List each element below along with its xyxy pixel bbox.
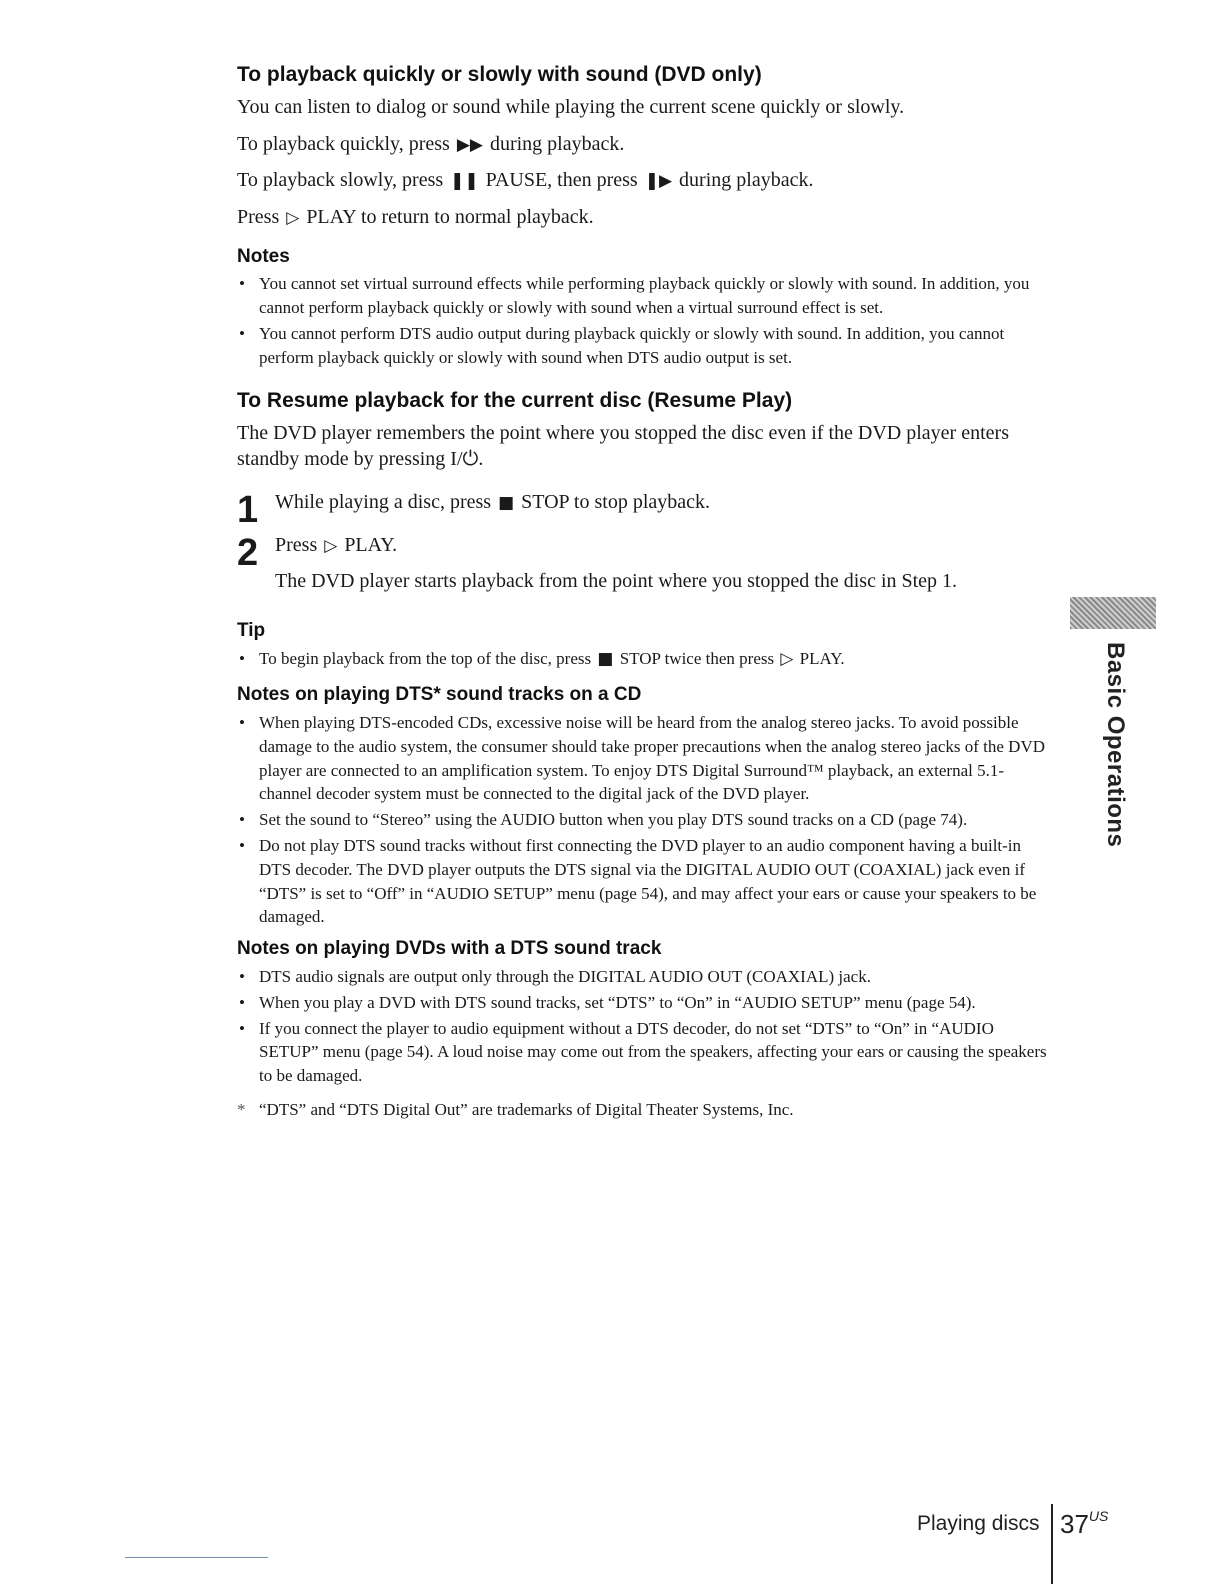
section-resume-play xyxy=(237,388,1052,1122)
step-text: Press ▷ PLAY. xyxy=(275,533,398,556)
list-item: • To begin playback from the top of the disc, press ■ STOP twice then press ▷ PLAY. xyxy=(237,647,1052,672)
notes-dvd-heading: Notes on playing DVDs with a DTS sound track xyxy=(237,938,662,960)
paragraph-quick: To playback quickly, press ▶▶ during playback. xyxy=(237,132,625,155)
list-item: • When playing DTS-encoded CDs, excessive noise will be heard from the analog stereo jacks. To avoid possible damage to the audio system, the consumer should take proper precautions when the analog stereo jacks of the DVD player are connected to an amplification system. To enjoy DTS Digital Surround™ playback, an external 5.1-channel decoder system must be connected to the digital jack of the DVD player. xyxy=(237,711,1052,806)
play-icon: ▷ xyxy=(324,535,338,556)
page-number: $37^{US}$ xyxy=(1060,1508,1109,1539)
section-title-resume: To Resume playback for the current disc (Resume Play) xyxy=(237,388,793,412)
bottom-rule xyxy=(125,1557,268,1558)
list-item: • You cannot set virtual surround effects while performing playback quickly or slowly with sound. In addition, you cannot perform playback quickly or slowly with sound when a virtual surround effect is set. xyxy=(237,272,1052,320)
list-item: • Set the sound to “Stereo” using the AUDIO button when you play DTS sound tracks on a CD (page 74). xyxy=(237,808,1052,832)
section-tab-label: Basic Operations xyxy=(1102,642,1129,848)
paragraph-resume: The DVD player remembers the point where you stopped the disc even if the DVD player enters standby mode by pressing I/⏻. xyxy=(237,421,1009,471)
paragraph-slow: To playback slowly, press ❚❚ PAUSE, then press ❚▶ during playback. xyxy=(237,169,814,192)
page-suffix: US xyxy=(1088,1508,1109,1524)
step-number: 1 xyxy=(237,489,259,531)
footer-divider xyxy=(1051,1504,1053,1584)
list-item: • If you connect the player to audio equipment without a DTS decoder, do not set “DTS” to “On” in “AUDIO SETUP” menu (page 54). A loud noise may come out from the speakers, affecting your ears or causing the speakers to be damaged. xyxy=(237,1017,1052,1088)
section-quick-slow-playback xyxy=(237,62,1052,370)
stop-icon: ■ xyxy=(498,493,515,513)
section-tab-marker xyxy=(1070,597,1156,629)
section-title-quick-slow: To playback quickly or slowly with sound (DVD only) xyxy=(237,63,762,86)
tip-heading: Tip xyxy=(237,619,266,641)
step-1 xyxy=(237,489,1052,531)
list-item: • Do not play DTS sound tracks without first connecting the DVD player to an audio component having a built-in DTS decoder. The DVD player outputs the DTS signal via the DIGITAL AUDIO OUT (COAXIAL) jack even if “DTS” is set to “Off” in “AUDIO SETUP” menu (page 54), and may affect your ears or cause your speakers to be damaged. xyxy=(237,834,1052,929)
page-content xyxy=(237,62,1052,1139)
step-detail: The DVD player starts playback from the point where you stopped the disc in Step 1. xyxy=(275,570,958,593)
list-item: • You cannot perform DTS audio output during playback quickly or slowly with sound. In addition, you cannot perform playback quickly or slowly with sound when DTS audio output is set. xyxy=(237,322,1052,370)
tip-list xyxy=(237,647,1052,672)
footnote-marker: * xyxy=(237,1099,246,1119)
notes-dvd-list xyxy=(237,965,1052,1088)
list-item: • DTS audio signals are output only through the DIGITAL AUDIO OUT (COAXIAL) jack. xyxy=(237,965,1052,989)
play-icon: ▷ xyxy=(780,648,794,669)
footer-section-name: Playing discs xyxy=(917,1512,1040,1535)
notes-cd-heading: Notes on playing DTS* sound tracks on a CD xyxy=(237,684,642,706)
step-text: While playing a disc, press ■ STOP to stop playback. xyxy=(275,491,711,513)
slow-play-icon: ❚▶ xyxy=(644,171,673,192)
notes-list xyxy=(237,272,1052,369)
pause-icon: ❚❚ xyxy=(450,171,479,192)
notes-cd-list xyxy=(237,711,1052,929)
fast-forward-icon: ▶▶ xyxy=(456,134,483,155)
stop-icon: ■ xyxy=(597,648,614,669)
list-item: • When you play a DVD with DTS sound tracks, set “DTS” to “On” in “AUDIO SETUP” menu (page 54). xyxy=(237,991,1052,1015)
trademark-footnote: * “DTS” and “DTS Digital Out” are trademarks of Digital Theater Systems, Inc. xyxy=(237,1098,1052,1122)
play-icon: ▷ xyxy=(286,208,300,229)
step-2 xyxy=(237,532,1052,595)
notes-heading: Notes xyxy=(237,245,290,267)
paragraph-normal: Press ▷ PLAY to return to normal playback. xyxy=(237,206,594,229)
paragraph-intro: You can listen to dialog or sound while playing the current scene quickly or slowly. xyxy=(237,96,905,119)
step-number: 2 xyxy=(237,531,259,574)
